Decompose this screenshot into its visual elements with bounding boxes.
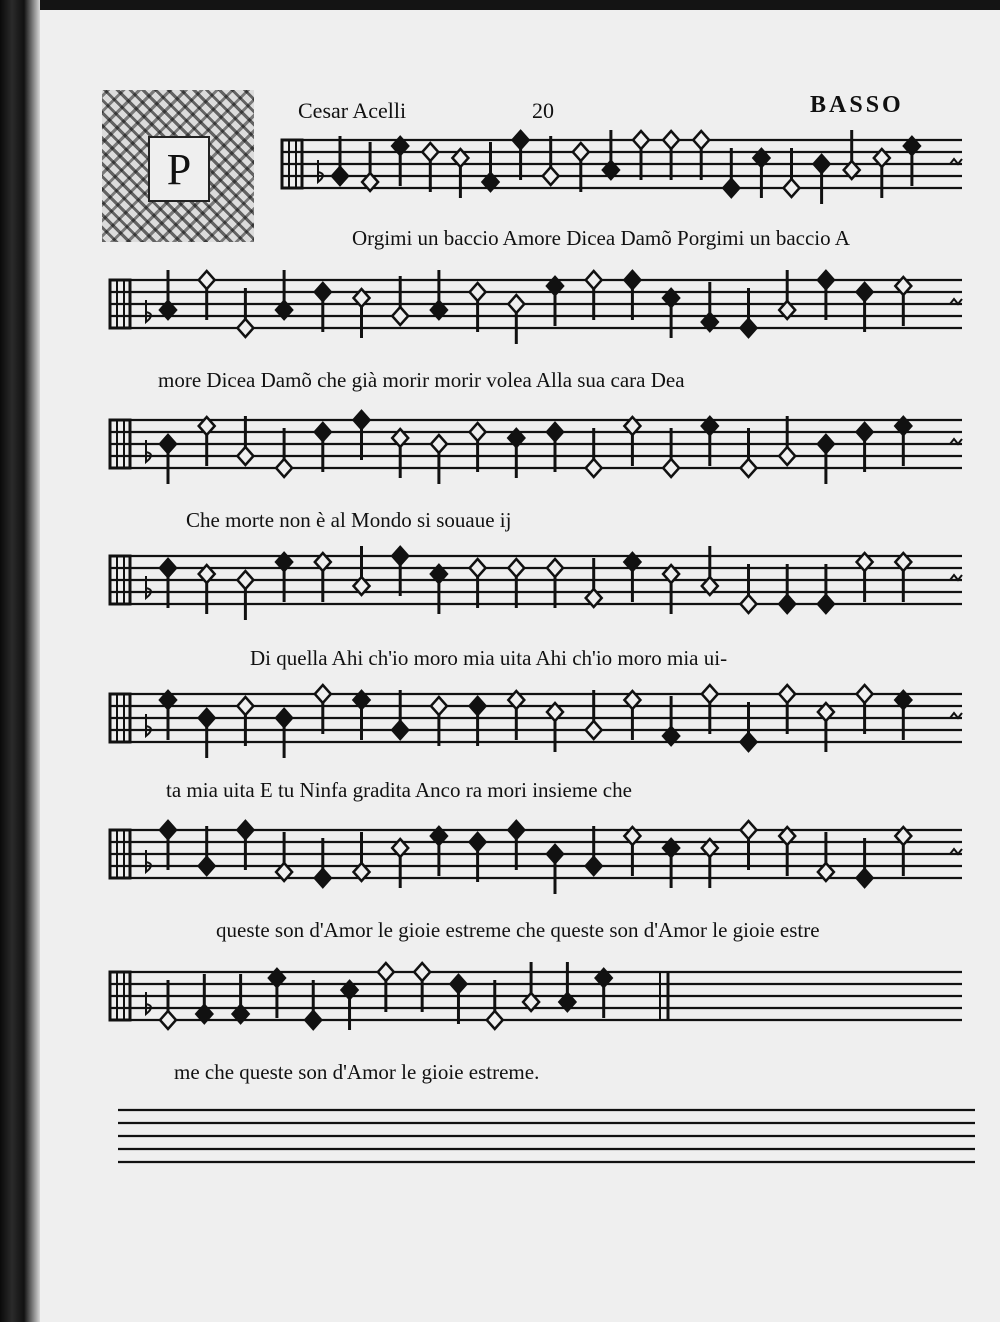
note-head [160,821,176,839]
lyric-line-5: ta mia uita E tu Ninfa gradita Anco ra mori insieme che [166,778,632,802]
note-head [723,179,739,197]
note-head [663,459,679,477]
note-head [818,271,834,289]
note-head [586,459,602,477]
note-head [315,423,331,441]
note-head [160,1011,176,1029]
note-head [378,963,394,981]
note-head [237,821,253,839]
note-head [237,571,253,589]
note-head [857,423,873,441]
note-head [547,845,563,863]
note-head [392,307,408,325]
note-head [276,709,292,727]
note-head [315,283,331,301]
note-head [450,975,466,993]
note-head [543,167,559,185]
note-head [547,559,563,577]
note-head [332,167,348,185]
note-head [624,271,640,289]
lyric-line-6: queste son d'Amor le gioie estreme che queste son d'Amor le gioie estre [216,918,820,942]
lyric-line-3: Che morte non è al Mondo si souaue ij [186,508,512,532]
note-head [741,595,757,613]
page-number: 20 [532,98,554,123]
note-head [160,559,176,577]
note-head [586,271,602,289]
note-head [237,697,253,715]
note-head [199,709,215,727]
note-head [237,319,253,337]
initial-letter: P [148,136,210,202]
note-head [431,697,447,715]
note-head [573,143,589,161]
note-head [857,869,873,887]
lyric-line-2: more Dicea Damõ che già morir morir volea Alla sua cara Dea [158,368,685,392]
note-head [663,131,679,149]
note-head [702,685,718,703]
note-head [693,131,709,149]
note-head [779,595,795,613]
note-head [414,963,430,981]
lyric-line-4: Di quella Ahi ch'io moro mia uita Ahi ch'io moro mia ui- [250,646,728,670]
note-head [354,411,370,429]
note-head [392,547,408,565]
note-head [633,131,649,149]
note-head [315,685,331,703]
note-head [814,155,830,173]
note-head [315,869,331,887]
note-head [470,559,486,577]
composer-name: Cesar Acelli [298,98,407,123]
note-head [741,459,757,477]
note-head [586,857,602,875]
note-head [741,319,757,337]
note-head [470,833,486,851]
note-head [470,283,486,301]
note-head [470,697,486,715]
note-head [547,423,563,441]
note-head [857,283,873,301]
lyric-line-1: Orgimi un baccio Amore Dicea Damõ Porgimi un baccio A [352,226,850,250]
part-name: BASSO [810,92,904,118]
note-head [818,435,834,453]
note-head [857,685,873,703]
note-head [784,179,800,197]
note-head [392,721,408,739]
note-head [586,721,602,739]
note-head [779,685,795,703]
note-head [513,131,529,149]
note-head [741,733,757,751]
note-head [160,435,176,453]
note-head [487,1011,503,1029]
note-head [508,559,524,577]
note-head [470,423,486,441]
lyric-line-7: me che queste son d'Amor le gioie estreme. [174,1060,540,1084]
note-head [305,1011,321,1029]
note-head [199,271,215,289]
note-head [422,143,438,161]
note-head [276,459,292,477]
note-head [818,595,834,613]
note-head [508,295,524,313]
note-head [779,447,795,465]
note-head [199,857,215,875]
note-head [741,821,757,839]
note-head [431,435,447,453]
note-head [237,447,253,465]
note-head [508,821,524,839]
